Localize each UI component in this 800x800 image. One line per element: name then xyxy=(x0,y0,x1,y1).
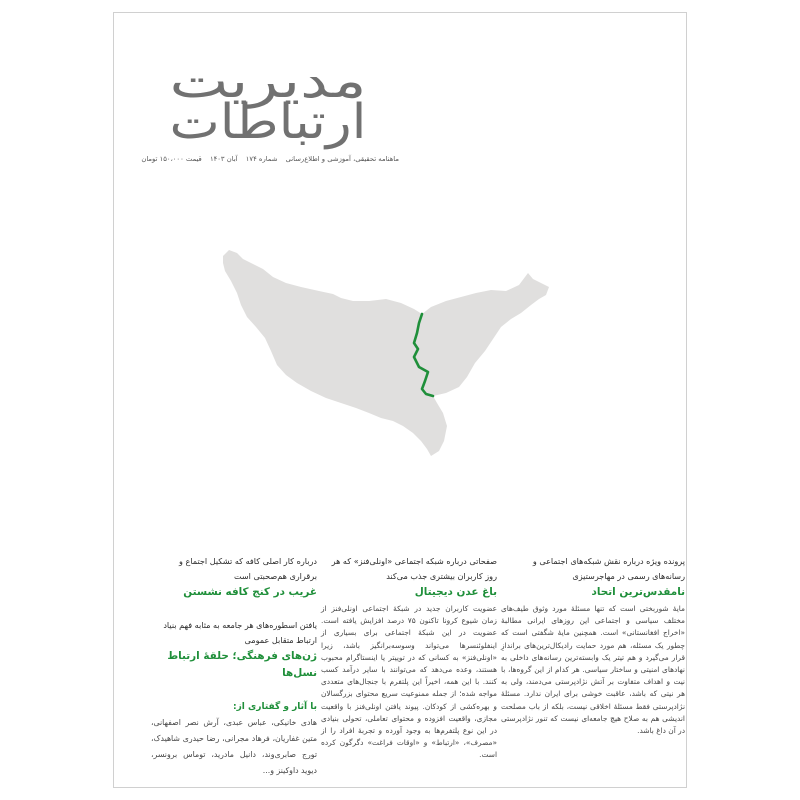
article-body: عضویت کاربران جدید در شبکهٔ اجتماعی اونلی‌فنز از زمان شیوع کرونا تاکنون ۷۵ درصد افزایش یافته است. عضویت در این شبکهٔ اجتماعی برای بسیاری از اینفلوئنسرها می‌تواند وسوسه‌برانگیز باشد، زیرا «اونلی‌فنز» به کسانی که در توییتر یا اینستاگرام محبوب هستند، وعده می‌دهد که می‌توانند با سایر درآمد کسب کنند. با این همه، اخیراً این پلتفرم با جنجال‌های متعددی مواجه شده؛ از جمله ممنوعیت سریع محتوای بزرگسالان و بهره‌کشی از کودکان. پیوند یافتن اونلی‌فنز با واقعیت مجازی، واقعیت افزوده و محتوای تعاملی، تحولی بنیادی در این نوع پلتفرم‌ها به وجود آورده و تجربهٔ افراد را از «مصرف»، «ارتباط» و «اوقات فراغت» دگرگون کرده است. xyxy=(321,604,497,760)
publication-type: ماهنامه تحقیقی، آموزشی و اطلاع‌رسانی xyxy=(285,155,399,163)
region-map xyxy=(223,250,549,456)
article-body: مایهٔ شوربختی است که تنها مسئلهٔ مورد وثوق طیف‌های مختلف سیاسی و اجتماعی این روزهای ایرانی مطالبهٔ «اخراج افغانستانی» است. همچنین مایهٔ شگفتی است که چطور یک مسئله، هم مورد حمایت رادیکال‌ترین‌های براندازِ قرار می‌گیرد و هم تیتر یک وابسته‌ترین رسانه‌های داخلی به نهادهای امنیتی و ساختار سیاسی. هر کدام از این گروه‌ها، با نیت و اهداف متفاوت بر آتش نژادپرستی می‌دمند، ولی به هر نیتی که باشد، عاقبت خوشی برای ایران ندارد. مسئلهٔ نژادپرستی فقط مسئلهٔ اخلاقی نیست، بلکه از باب مصلحت اندیشی هم به صلاح هیچ جامعه‌ای نیست که تنور نژادپرستی در آن داغ باشد. xyxy=(501,604,685,736)
issue-number: شماره ۱۷۴ xyxy=(245,155,278,163)
article-column-left xyxy=(151,554,317,779)
article-column-middle xyxy=(321,554,497,762)
contributors-heading: با آثار و گفتاری از: xyxy=(233,702,317,712)
contributors-list: هادی خانیکی، عباس عبدی، آرش نصر اصفهانی، متین غفاریان، فرهاد مجرانی، رضا حیدری شاهیدک، تورج صابری‌وند، دانیل مادرید، توماس برونسر، دیوید داوکینز و... xyxy=(151,718,317,775)
masthead-logo-line2: ارتباطات xyxy=(169,94,367,150)
article-kicker: پرونده ویژه درباره نقش شبکه‌های اجتماعی و رسانه‌های رسمی در مهاجرستیزی xyxy=(532,556,685,581)
masthead-logo-line1: مدیریت xyxy=(169,53,367,109)
issue-date: آبان ۱۴۰۳ xyxy=(209,155,238,163)
article-column-right xyxy=(501,554,685,737)
article-title: نامقدس‌ترین اتحاد xyxy=(591,586,685,598)
article-title: باغ عدن دیجیتال xyxy=(414,586,497,598)
masthead-tagline xyxy=(135,154,399,164)
article-kicker: یافتن اسطوره‌های هر جامعه به مثابه فهم بنیاد ارتباط متقابل عمومی xyxy=(163,620,317,645)
magazine-cover xyxy=(113,12,687,788)
article-title: غریب در کنج کافه نشستن xyxy=(183,586,317,598)
article-title: ژن‌های فرهنگی؛ حلقهٔ ارتباط نسل‌ها xyxy=(167,650,317,679)
price: قیمت ۱۵۰،۰۰۰ تومان xyxy=(141,155,202,163)
article-kicker: درباره کار اصلی کافه که تشکیل اجتماع و برقراری هم‌صحبتی است xyxy=(179,556,317,581)
article-kicker: صفحاتی درباره شبکه اجتماعی «اونلی‌فنز» که هر روز کاربران بیشتری جذب می‌کند xyxy=(331,556,497,581)
